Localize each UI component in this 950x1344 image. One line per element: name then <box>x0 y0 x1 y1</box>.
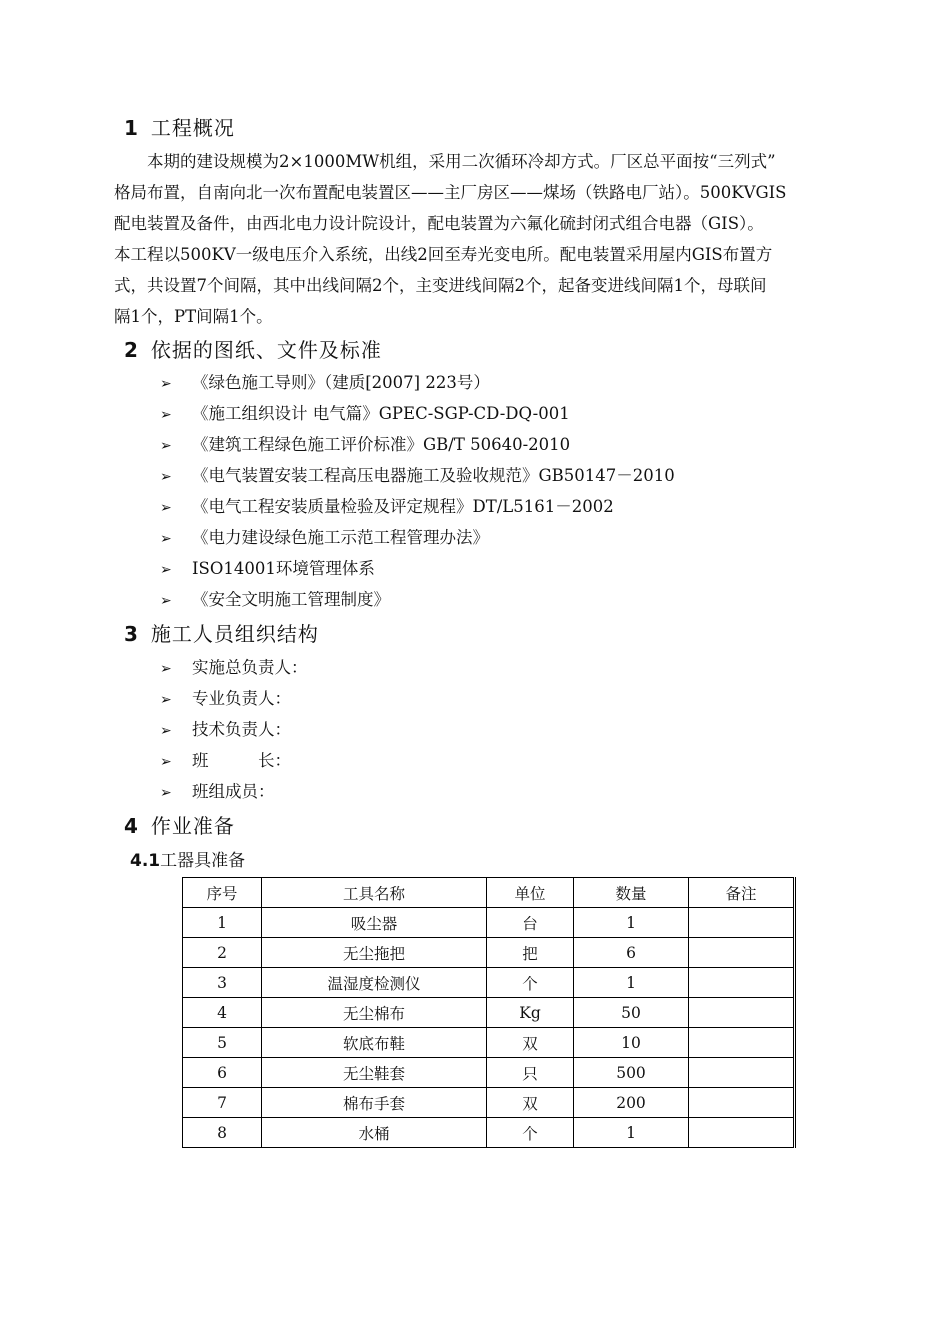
section-3-heading <box>124 618 319 647</box>
paragraph-line: 本期的建设规模为2×1000MW机组，采用二次循环冷却方式。厂区总平面按“三列式” <box>114 152 776 171</box>
table-cell: 200 <box>574 1088 689 1118</box>
table-cell: 个 <box>487 1118 574 1148</box>
paragraph-line: 格局布置，自南向北一次布置配电装置区——主厂房区——煤场（铁路电厂站）。500KVGIS <box>114 183 787 202</box>
table-cell: 5 <box>183 1028 262 1058</box>
table-header-cell: 单位 <box>487 878 574 908</box>
arrow-bullet-icon: ➢ <box>160 562 172 578</box>
arrow-bullet-icon: ➢ <box>160 723 172 739</box>
table-header-cell: 数量 <box>574 878 689 908</box>
table-cell: Kg <box>487 998 574 1028</box>
paragraph-line: 隔1个，PT间隔1个。 <box>114 307 273 326</box>
table-header-cell: 备注 <box>689 878 795 908</box>
list-item: ➢ 《建筑工程绿色施工评价标准》GB/T 50640-2010 <box>160 429 675 460</box>
table-cell: 把 <box>487 938 574 968</box>
list-item: ➢ 技术负责人： <box>160 714 308 745</box>
arrow-bullet-icon: ➢ <box>160 661 172 677</box>
table-cell <box>689 1088 795 1118</box>
table-cell: 500 <box>574 1058 689 1088</box>
table-cell: 2 <box>183 938 262 968</box>
table-cell <box>689 968 795 998</box>
arrow-bullet-icon: ➢ <box>160 469 172 485</box>
table-cell <box>689 1058 795 1088</box>
arrow-bullet-icon: ➢ <box>160 593 172 609</box>
table-cell: 10 <box>574 1028 689 1058</box>
list-item: ➢ 《施工组织设计 电气篇》GPEC-SGP-CD-DQ-001 <box>160 398 675 429</box>
section-number: 3 <box>124 622 139 646</box>
arrow-bullet-icon: ➢ <box>160 500 172 516</box>
section-title: 作业准备 <box>150 814 235 838</box>
section-title: 工器具准备 <box>160 851 246 871</box>
standards-list <box>160 367 675 615</box>
section-2-heading <box>124 334 382 363</box>
table-cell <box>689 1028 795 1058</box>
table-cell: 50 <box>574 998 689 1028</box>
table-cell: 1 <box>574 968 689 998</box>
table-row <box>183 1028 795 1058</box>
paragraph-line: 配电装置及备件，由西北电力设计院设计，配电装置为六氟化硫封闭式组合电器（GIS）。 <box>114 214 764 233</box>
arrow-bullet-icon: ➢ <box>160 376 172 392</box>
list-item: ➢ 《电力建设绿色施工示范工程管理办法》 <box>160 522 675 553</box>
list-item: ➢ 《电气装置安装工程高压电器施工及验收规范》GB50147－2010 <box>160 460 675 491</box>
list-item: ➢ ISO14001环境管理体系 <box>160 553 675 584</box>
table-cell: 水桶 <box>262 1118 487 1148</box>
section-number: 2 <box>124 338 139 362</box>
section-title: 工程概况 <box>150 116 235 140</box>
section-4-heading <box>124 810 235 839</box>
table-cell: 棉布手套 <box>262 1088 487 1118</box>
table-row <box>183 908 795 938</box>
table-cell: 双 <box>487 1088 574 1118</box>
section-number: 4 <box>124 814 139 838</box>
table-cell: 无尘棉布 <box>262 998 487 1028</box>
overview-paragraph <box>114 146 862 332</box>
arrow-bullet-icon: ➢ <box>160 438 172 454</box>
table-cell: 3 <box>183 968 262 998</box>
table-header-cell: 序号 <box>183 878 262 908</box>
table-cell: 无尘鞋套 <box>262 1058 487 1088</box>
table-cell: 6 <box>574 938 689 968</box>
table-cell: 只 <box>487 1058 574 1088</box>
table-cell: 个 <box>487 968 574 998</box>
section-title: 依据的图纸、文件及标准 <box>150 338 382 362</box>
arrow-bullet-icon: ➢ <box>160 531 172 547</box>
table-cell: 1 <box>574 1118 689 1148</box>
table-cell: 无尘拖把 <box>262 938 487 968</box>
table-cell <box>689 998 795 1028</box>
list-item: ➢ 专业负责人： <box>160 683 308 714</box>
list-item: ➢ 《电气工程安装质量检验及评定规程》DT/L5161－2002 <box>160 491 675 522</box>
subsection-4-1-heading <box>130 846 245 871</box>
table-cell: 8 <box>183 1118 262 1148</box>
table-cell <box>689 908 795 938</box>
table-row <box>183 1088 795 1118</box>
table-header-cell: 工具名称 <box>262 878 487 908</box>
table-cell: 1 <box>183 908 262 938</box>
paragraph-line: 本工程以500KV一级电压介入系统，出线2回至寿光变电所。配电装置采用屋内GIS布置方 <box>114 245 773 264</box>
table-cell <box>689 1118 795 1148</box>
section-title: 施工人员组织结构 <box>150 622 319 646</box>
section-number: 1 <box>124 116 139 140</box>
table-cell: 软底布鞋 <box>262 1028 487 1058</box>
table-cell: 6 <box>183 1058 262 1088</box>
list-item: ➢ 实施总负责人： <box>160 652 308 683</box>
paragraph-line: 式，共设置7个间隔，其中出线间隔2个，主变进线间隔2个，起备变进线间隔1个，母联间 <box>114 276 767 295</box>
list-item: ➢ 《安全文明施工管理制度》 <box>160 584 675 615</box>
table-row <box>183 1118 795 1148</box>
table-cell: 4 <box>183 998 262 1028</box>
arrow-bullet-icon: ➢ <box>160 692 172 708</box>
arrow-bullet-icon: ➢ <box>160 785 172 801</box>
table-cell: 7 <box>183 1088 262 1118</box>
table-header-row <box>183 878 795 908</box>
arrow-bullet-icon: ➢ <box>160 407 172 423</box>
table-row <box>183 998 795 1028</box>
table-cell: 温湿度检测仪 <box>262 968 487 998</box>
section-number: 4.1 <box>130 851 161 871</box>
table-cell: 双 <box>487 1028 574 1058</box>
tool-table <box>182 877 796 1148</box>
table-row <box>183 968 795 998</box>
table-cell: 吸尘器 <box>262 908 487 938</box>
section-1-heading <box>124 112 235 141</box>
list-item: ➢ 班 长： <box>160 745 308 776</box>
table-cell <box>689 938 795 968</box>
list-item: ➢ 班组成员： <box>160 776 308 807</box>
table-row <box>183 938 795 968</box>
arrow-bullet-icon: ➢ <box>160 754 172 770</box>
table-cell: 台 <box>487 908 574 938</box>
table-row <box>183 1058 795 1088</box>
list-item: ➢ 《绿色施工导则》（建质[2007] 223号） <box>160 367 675 398</box>
personnel-list <box>160 652 308 807</box>
table-cell: 1 <box>574 908 689 938</box>
